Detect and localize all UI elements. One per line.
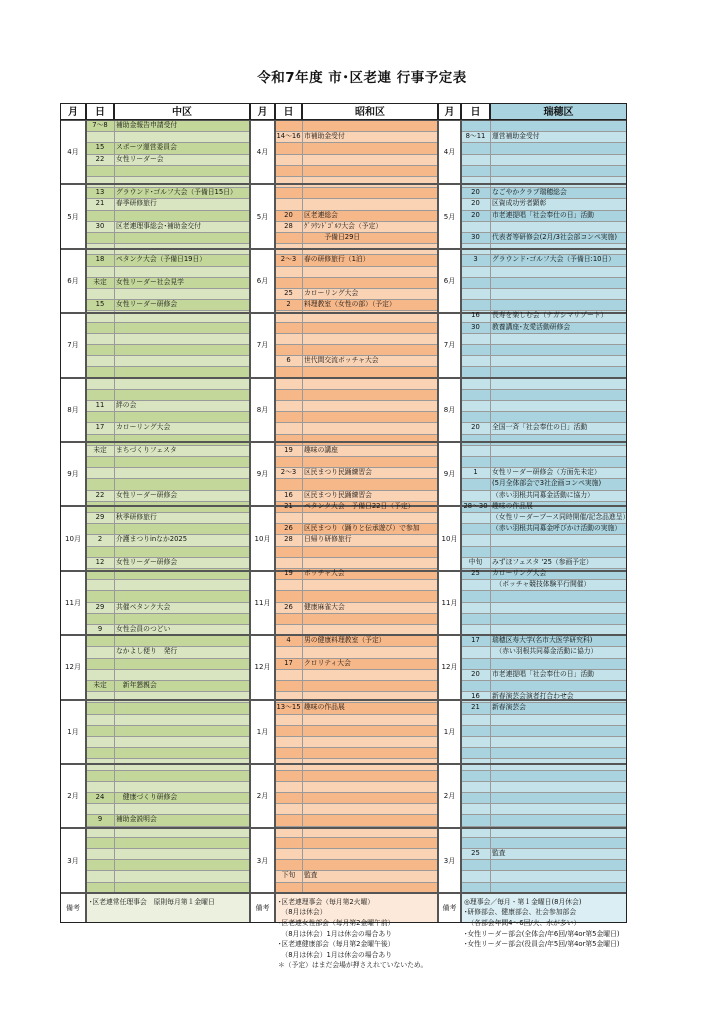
mizuho-month-label: 4月: [443, 148, 456, 157]
showa-event-day: 21: [284, 501, 293, 510]
naka-month-label: 8月: [67, 405, 79, 414]
showa-bikou-line: （8月は休会）: [278, 908, 327, 917]
mizuho-event-day: 3: [473, 255, 478, 264]
mizuho-event-text: （赤い羽根共同募金活動に協力）: [492, 647, 598, 656]
mizuho-month-label: 10月: [441, 534, 458, 543]
naka-bikou-line: ･区老連常任理事会 原則毎月第１金曜日: [89, 897, 215, 906]
showa-month-label: 7月: [256, 341, 269, 350]
naka-event-text: 共催ペタンク大会: [116, 602, 171, 611]
naka-event-day: 30: [95, 221, 105, 230]
showa-month-label: 4月: [256, 148, 269, 157]
showa-event-text: 監査: [304, 871, 318, 880]
showa-bikou-line: ＊（予定）はまだ会場が押さえれていないため。: [278, 961, 428, 970]
mizuho-event-day: 30: [471, 322, 480, 331]
showa-event-day: 19: [284, 569, 293, 577]
mizuho-event-day: 20: [471, 210, 480, 219]
showa-event-text: 区老連総会: [304, 210, 338, 219]
naka-event-text: 健康づくり研修会: [116, 793, 178, 801]
showa-event-day: 19: [284, 445, 293, 454]
mizuho-bikou-line: ･女性リーダー部会(役員会/年5回/第4or第5金曜日): [464, 940, 620, 949]
mizuho-event-text: 新春演芸会: [492, 703, 526, 712]
mizuho-event-text: なごやかクラブ瑞穂総会: [492, 188, 567, 197]
showa-event-day: 26: [284, 524, 293, 533]
naka-month-label: 1月: [67, 727, 79, 736]
mizuho-event-day: 20: [471, 199, 480, 208]
mizuho-event-text: みずほフェスタ '25（参画予定）: [492, 557, 593, 566]
mizuho-event-day: 8～11: [465, 132, 486, 141]
mizuho-event-day: 30: [471, 233, 480, 241]
mizuho-event-day: 17: [471, 636, 480, 645]
showa-event-day: 13～15: [276, 703, 301, 712]
naka-month-label: 12月: [65, 663, 81, 672]
naka-month-label: 2月: [67, 792, 79, 801]
naka-month-label: 3月: [67, 856, 79, 865]
naka-event-text: 女性会員のつどい: [116, 625, 171, 633]
mizuho-event-text: (5月全体部会で3社企画コンペ実施): [492, 479, 602, 488]
naka-event-text: 女性リーダー社会見学: [116, 277, 184, 286]
showa-event-day: 25: [284, 289, 293, 297]
naka-event-day: 29: [95, 602, 105, 611]
mizuho-event-day: 16: [471, 311, 480, 320]
mizuho-event-text: （赤い羽根共同募金活動に協力）: [492, 490, 594, 499]
naka-header-day: 日: [86, 103, 114, 120]
showa-month-label: 6月: [256, 277, 269, 285]
showa-event-text: 料理教室（女性の部）（予定）: [304, 300, 396, 309]
naka-event-day: 15: [95, 143, 105, 152]
mizuho-month-label: 8月: [443, 405, 456, 414]
mizuho-event-text: 瑞穂区寿大学(名市大医学研究科): [492, 636, 593, 645]
mizuho-event-text: （ボッチャ競技体験平行開催）: [492, 580, 591, 589]
showa-event-day: 2: [286, 300, 291, 309]
showa-event-day: 6: [286, 356, 291, 365]
mizuho-event-text: 運営補助金受付: [492, 132, 540, 141]
mizuho-event-text: 市老連提唱「社会奉仕の日」活動: [492, 210, 594, 219]
showa-event-day: 20: [284, 210, 293, 219]
mizuho-month-label: 7月: [443, 341, 456, 350]
showa-event-text: 世代間交流ボッチャ大会: [304, 356, 379, 365]
showa-event-text: 予備日29日: [304, 233, 361, 241]
showa-header-month: 月: [250, 103, 275, 120]
naka-event-day: 未定: [93, 681, 107, 689]
naka-header-month: 月: [60, 103, 86, 120]
naka-month-label: 4月: [67, 148, 79, 157]
naka-event-day: 未定: [93, 277, 107, 286]
naka-event-text: 春季研修旅行: [116, 199, 157, 208]
naka-event-text: 新年懇親会: [116, 681, 157, 689]
showa-event-text: 春の研修旅行（1泊）: [304, 255, 370, 264]
mizuho-bikou-line: ･研修部会、健康部会、社会参加部会: [464, 908, 577, 917]
showa-month-label: 8月: [256, 405, 269, 414]
naka-event-text: 補助金説明会: [116, 815, 157, 824]
mizuho-month-label: 2月: [443, 792, 456, 801]
naka-event-day: 24: [95, 793, 105, 801]
naka-event-day: 9: [97, 625, 103, 633]
showa-month-label: 2月: [256, 792, 269, 801]
mizuho-month-label: 1月: [443, 727, 456, 736]
mizuho-event-text: 教養講座･友愛活動研修会: [492, 322, 571, 331]
showa-event-text: クロリティ大会: [304, 658, 351, 667]
mizuho-event-text: 市老連提唱「社会奉仕の日」活動: [492, 669, 594, 678]
naka-event-text: なかよし便り 発行: [116, 647, 178, 656]
showa-event-day: 2～3: [280, 255, 297, 264]
naka-event-text: 介護まつりinなか2025: [116, 535, 188, 544]
naka-event-text: 女性リーダー研修会: [116, 490, 178, 499]
showa-event-day: 28: [284, 221, 293, 230]
showa-month-label: 3月: [256, 856, 269, 865]
naka-event-day: 11: [95, 401, 105, 409]
mizuho-event-text: 女性リーダー研修会（方面先未定）: [492, 468, 601, 477]
mizuho-event-text: 趣味の作品展: [492, 501, 533, 510]
showa-event-text: ペタンク大会 予備日22日（予定）: [304, 501, 415, 510]
showa-event-day: 26: [284, 602, 293, 611]
naka-event-text: 補助金報告申請受付: [116, 121, 178, 129]
showa-bikou-line: （8月は休会）1月は休会の場合あり: [278, 950, 392, 959]
mizuho-month-label: 6月: [443, 277, 456, 285]
showa-event-text: 趣味の作品展: [304, 703, 345, 712]
mizuho-event-text: 長寿を楽しむ会（ナガシマリゾート）: [492, 311, 608, 320]
naka-event-day: 13: [95, 188, 105, 197]
mizuho-event-day: 21: [471, 703, 480, 712]
naka-bikou-label: 備考: [66, 903, 80, 912]
naka-event-day: 2: [97, 535, 103, 544]
naka-event-text: まちづくりフェスタ: [116, 445, 177, 454]
naka-month-label: 10月: [65, 534, 81, 543]
mizuho-event-text: 新春演芸会演者打合わせ会: [492, 692, 574, 701]
naka-event-day: 15: [95, 300, 105, 309]
naka-event-day: 29: [95, 513, 105, 521]
naka-event-text: スポーツ運営委員会: [116, 143, 177, 152]
naka-event-day: 12: [95, 557, 105, 566]
naka-month-label: 5月: [67, 212, 79, 221]
showa-event-day: 4: [286, 636, 291, 645]
mizuho-event-day: 20: [471, 423, 480, 432]
showa-event-text: 男の健康料理教室（予定）: [304, 636, 386, 645]
showa-month-label: 10月: [254, 534, 271, 543]
showa-event-text: ｸﾞﾗｳﾝﾄﾞｺﾞﾙﾌ大会（予定）: [304, 221, 383, 230]
mizuho-month-label: 12月: [441, 663, 458, 672]
mizuho-event-day: 20: [471, 188, 480, 197]
showa-event-day: 17: [284, 658, 293, 667]
showa-month-label: 9月: [256, 470, 269, 479]
showa-bikou-line: （8月は休会）1月は休会の場合あり: [278, 929, 392, 938]
mizuho-event-text: グラウンド･ゴルフ大会（予備日:10日）: [492, 255, 616, 264]
mizuho-month-label: 5月: [443, 212, 456, 221]
naka-event-text: 秋季研修旅行: [116, 513, 157, 521]
showa-bikou-line: ･区老連理事会（毎月第2火曜）: [278, 897, 375, 906]
showa-month-label: 1月: [256, 727, 269, 736]
showa-event-text: カローリング大会: [304, 289, 359, 297]
showa-event-text: 市補助金受付: [304, 132, 345, 141]
showa-month-label: 5月: [256, 212, 269, 221]
naka-event-day: 7～8: [92, 121, 108, 129]
showa-event-text: 日帰り研修旅行: [304, 535, 352, 544]
naka-month-label: 11月: [65, 599, 81, 607]
mizuho-header-month: 月: [438, 103, 461, 120]
naka-event-day: 18: [95, 255, 105, 264]
mizuho-bikou-line: ･女性リーダー部会(全体会/年6回/第4or第5金曜日): [464, 929, 620, 938]
naka-event-day: 17: [95, 423, 105, 432]
showa-header-day: 日: [275, 103, 302, 120]
naka-event-day: 9: [97, 815, 103, 824]
mizuho-event-day: 25: [471, 849, 480, 857]
mizuho-bikou-label: 備考: [442, 903, 457, 912]
mizuho-event-text: 区資成功労者顕彰: [492, 199, 547, 208]
naka-event-text: グラウンド･ゴルフ大会（予備日15日）: [116, 188, 237, 197]
mizuho-header-day: 日: [461, 103, 490, 120]
showa-event-day: 下旬: [281, 871, 296, 880]
mizuho-event-text: （赤い羽根共同募金呼びかけ活動の実施）: [492, 524, 622, 533]
naka-event-day: 21: [95, 199, 105, 208]
mizuho-event-text: 全国一斉「社会奉仕の日」活動: [492, 423, 588, 432]
showa-bikou-line: ･区老連女性部会（毎月第2金曜午前）: [278, 919, 395, 927]
showa-event-day: 28: [284, 535, 293, 544]
mizuho-header-name: 瑞穂区: [490, 103, 627, 120]
showa-event-day: 14～16: [276, 132, 301, 141]
mizuho-event-day: 中旬: [468, 557, 483, 566]
naka-event-text: カローリング大会: [116, 423, 171, 432]
showa-event-day: 16: [284, 490, 293, 499]
showa-month-label: 12月: [254, 663, 271, 672]
showa-header-name: 昭和区: [302, 103, 438, 120]
table-border: [60, 103, 630, 923]
showa-event-text: ボッチャ大会: [304, 569, 345, 577]
showa-event-text: 区民まつり民踊練習会: [304, 490, 372, 499]
mizuho-bikou-line: ◎理事会／毎月 - 第１金曜日(8月休会): [464, 897, 582, 906]
naka-event-day: 22: [95, 154, 105, 163]
naka-event-text: 区老連理事総会･補助金交付: [116, 221, 201, 230]
naka-month-label: 9月: [67, 470, 79, 479]
naka-month-label: 6月: [67, 277, 79, 285]
mizuho-event-text: 監査: [492, 849, 506, 857]
mizuho-event-text: カローリング大会: [492, 569, 547, 577]
showa-bikou-line: ･区老連健康部会（毎月第2金曜午後）: [278, 940, 395, 949]
naka-event-text: 女性リーダー研修会: [116, 300, 178, 309]
showa-event-text: 健康麻雀大会: [304, 602, 345, 611]
showa-event-day: 2～3: [280, 468, 297, 477]
mizuho-event-day: 25: [471, 569, 480, 577]
mizuho-event-day: 1: [473, 468, 478, 477]
page-title: 令和7年度 市･区老連 行事予定表: [257, 70, 467, 86]
showa-event-text: 趣味の講座: [304, 445, 338, 454]
naka-event-day: 未定: [93, 445, 107, 454]
mizuho-month-label: 11月: [441, 599, 458, 607]
showa-event-text: 区民まつり（踊りと伝承遊び）で参加: [304, 524, 420, 533]
naka-month-label: 7月: [67, 341, 79, 350]
naka-event-text: 女性リーダー研修会: [116, 557, 178, 566]
naka-event-text: 女性リーダー会: [116, 154, 164, 163]
naka-event-text: 絆の会: [116, 401, 137, 409]
mizuho-event-text: （女性リーダーブース同時開催/記念品進呈）: [492, 513, 630, 521]
showa-bikou-label: 備考: [255, 903, 270, 912]
mizuho-event-day: 20: [471, 669, 480, 678]
showa-month-label: 11月: [254, 599, 271, 607]
mizuho-bikou-line: （各部会年間4～6回/火、水が多い）: [464, 919, 581, 927]
mizuho-month-label: 9月: [443, 470, 456, 479]
mizuho-event-text: 代表者等研修会(2月/3社会部コンペ実施): [492, 233, 617, 241]
mizuho-month-label: 3月: [443, 856, 456, 865]
naka-event-day: 22: [95, 490, 105, 499]
mizuho-event-day: 16: [471, 692, 480, 701]
naka-event-text: ペタンク大会（予備日19日）: [116, 255, 207, 264]
naka-header-name: 中区: [114, 103, 250, 120]
mizuho-event-day: 28～30: [463, 501, 488, 510]
showa-event-text: 区民まつり民踊練習会: [304, 468, 372, 477]
